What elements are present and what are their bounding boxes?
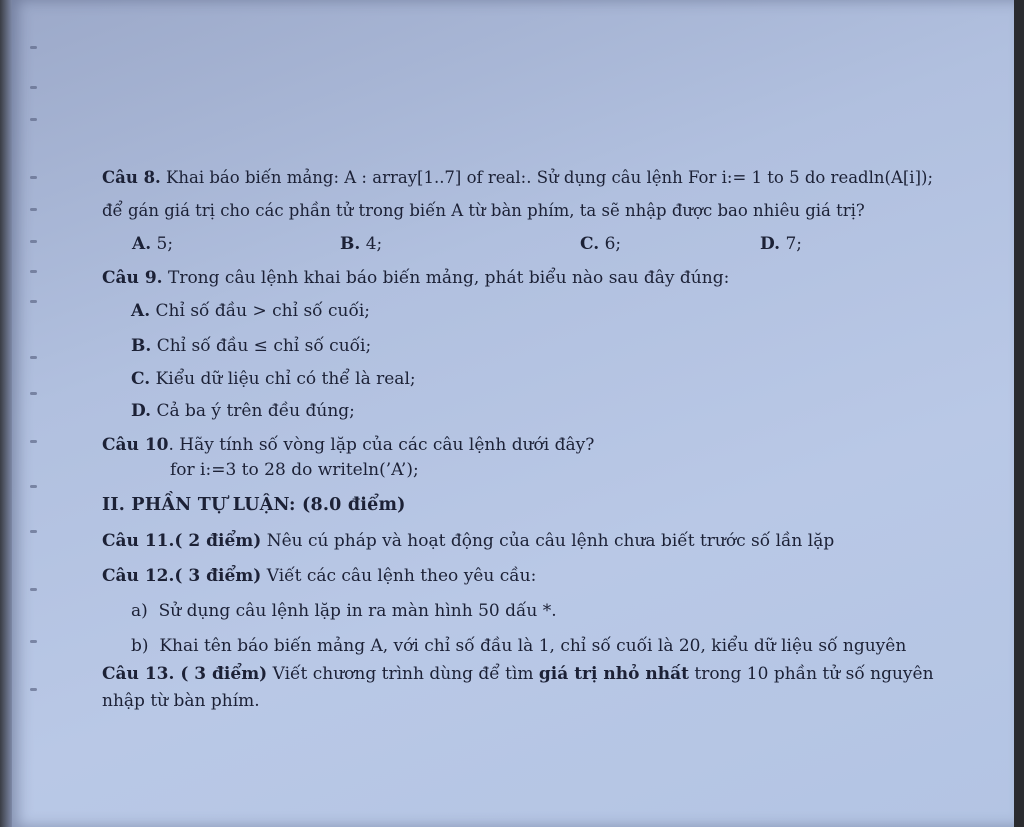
- q12-text: Viết các câu lệnh theo yêu cầu:: [261, 566, 537, 586]
- q10-text: . Hãy tính số vòng lặp của các câu lệnh dưới đây?: [168, 435, 595, 455]
- q11-text: Nêu cú pháp và hoạt động của câu lệnh chưa biết trước số lần lặp: [261, 531, 835, 551]
- q11-label: Câu 11.( 2 điểm): [102, 531, 262, 551]
- q8-option-c: C. 6;: [580, 234, 622, 254]
- q9-option-d: D. Cả ba ý trên đều đúng;: [131, 401, 355, 421]
- q13-line1: Câu 13. ( 3 điểm) Viết chương trình dùng để tìm giá trị nhỏ nhất trong 10 phần tử số nguyên: [102, 664, 934, 684]
- q13-bold-phrase: giá trị nhỏ nhất: [538, 664, 689, 684]
- section-2-title: II. PHẦN TỰ LUẬN: (8.0 điểm): [102, 495, 406, 515]
- q10-label: Câu 10: [102, 435, 169, 455]
- q8-options: [0, 233, 1024, 255]
- q11-line: [102, 530, 834, 552]
- q12-item-b: b) Khai tên báo biến mảng A, với chỉ số đầu là 1, chỉ số cuối là 20, kiểu dữ liệu số nguyên: [131, 636, 907, 656]
- q10-code: for i:=3 to 28 do writeln(’A’);: [170, 460, 419, 480]
- q9-option-c: C. Kiểu dữ liệu chỉ có thể là real;: [131, 369, 416, 389]
- q9-option-b: B. Chỉ số đầu ≤ chỉ số cuối;: [131, 336, 372, 356]
- q12-line: [102, 565, 536, 587]
- q10-line: [102, 434, 594, 456]
- q13-line2: nhập từ bàn phím.: [102, 691, 260, 711]
- q12-label: Câu 12.( 3 điểm): [102, 566, 262, 586]
- q8-option-b: B. 4;: [340, 234, 383, 254]
- q12-item-a: a) Sử dụng câu lệnh lặp in ra màn hình 50 dấu *.: [131, 601, 557, 621]
- q8-line1: [102, 167, 933, 189]
- q8-option-a: A. 5;: [132, 234, 174, 254]
- q13-label: Câu 13. ( 3 điểm): [102, 664, 268, 684]
- q9-label: Câu 9.: [102, 268, 163, 288]
- q9-option-a: A. Chỉ số đầu > chỉ số cuối;: [131, 301, 371, 321]
- q8-line2: để gán giá trị cho các phần tử trong biến A từ bàn phím, ta sẽ nhập được bao nhiêu giá trị?: [102, 201, 865, 220]
- q8-text-line1: Khai báo biến mảng: A : array[1..7] of real:. Sử dụng câu lệnh For i:= 1 to 5 do readln(A[i]);: [166, 168, 934, 187]
- q8-label: Câu 8.: [102, 168, 161, 187]
- q9-line: [102, 267, 729, 289]
- q9-text: Trong câu lệnh khai báo biến mảng, phát biểu nào sau đây đúng:: [167, 268, 730, 288]
- q8-option-d: D. 7;: [760, 234, 803, 254]
